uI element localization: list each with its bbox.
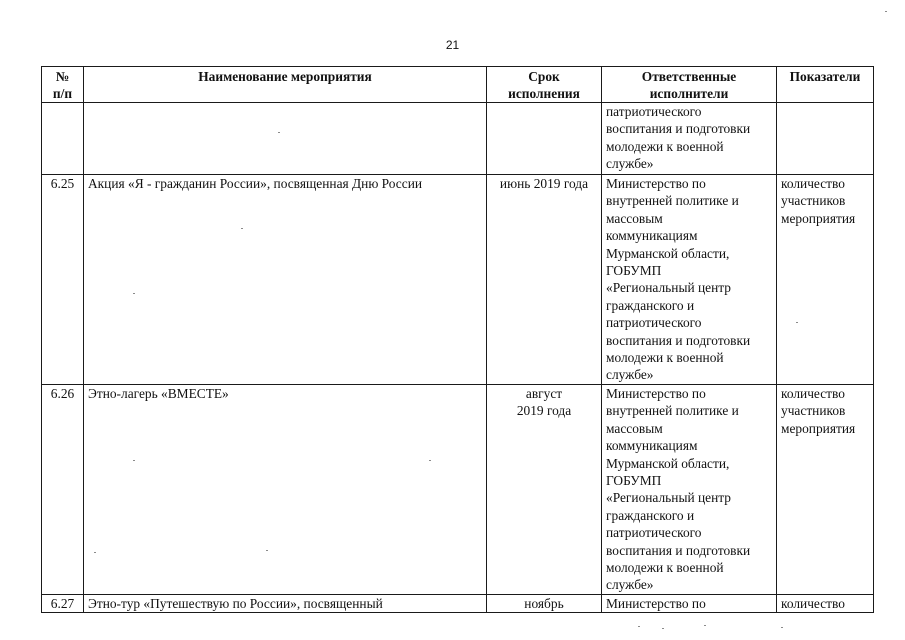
table-header-row <box>42 67 874 103</box>
table-row-continuation <box>42 103 874 175</box>
scan-speck <box>278 132 280 133</box>
column-header-responsible: Ответственные исполнители <box>602 67 777 103</box>
column-header-indicators: Показатели <box>777 67 874 103</box>
cell-responsible: патриотического воспитания и подготовки молодежи к военной службе» <box>602 103 777 175</box>
scan-speck <box>429 460 431 461</box>
column-header-deadline: Срок исполнения <box>487 67 602 103</box>
scan-speck <box>241 228 243 229</box>
table-row <box>42 594 874 612</box>
scan-speck <box>885 11 887 12</box>
cell-indicators: количество <box>777 594 874 612</box>
cell-responsible: Министерство по внутренней политике и массовым коммуникациям Мурманской области, ГОБУМП «Региональный центр гражданского и патриотического воспитания и подготовки молодежи к военной службе» <box>602 175 777 385</box>
scan-speck <box>133 460 135 461</box>
cell-deadline: август 2019 года <box>487 384 602 594</box>
cell-event-name: Акция «Я - гражданин России», посвященная Дню России <box>84 175 487 385</box>
cell-deadline: июнь 2019 года <box>487 175 602 385</box>
cell-indicators: количество участников мероприятия <box>777 384 874 594</box>
cell-number: 6.27 <box>42 594 84 612</box>
cell-deadline: ноябрь <box>487 594 602 612</box>
cell-number: 6.25 <box>42 175 84 385</box>
cell-number: 6.26 <box>42 384 84 594</box>
cell-event-name: Этно-тур «Путешествую по России», посвященный <box>84 594 487 612</box>
scan-speck <box>704 625 706 626</box>
scan-speck <box>781 627 783 628</box>
scan-speck <box>662 628 664 629</box>
scan-speck <box>94 552 96 553</box>
scan-speck <box>266 550 268 551</box>
cell-indicators: количество участников мероприятия <box>777 175 874 385</box>
cell-event-name <box>84 103 487 175</box>
page-number: 21 <box>445 38 460 52</box>
cell-indicators <box>777 103 874 175</box>
scan-speck <box>638 626 640 627</box>
scan-speck <box>133 293 135 294</box>
column-header-number: № п/п <box>42 67 84 103</box>
cell-deadline <box>487 103 602 175</box>
events-table <box>41 66 874 613</box>
scan-speck <box>796 322 798 323</box>
cell-responsible: Министерство по внутренней политике и массовым коммуникациям Мурманской области, ГОБУМП «Региональный центр гражданского и патриотического воспитания и подготовки молодежи к военной службе» <box>602 384 777 594</box>
column-header-event-name: Наименование мероприятия <box>84 67 487 103</box>
cell-responsible: Министерство по <box>602 594 777 612</box>
table-row <box>42 384 874 594</box>
cell-event-name: Этно-лагерь «ВМЕСТЕ» <box>84 384 487 594</box>
cell-number <box>42 103 84 175</box>
table-row <box>42 175 874 385</box>
